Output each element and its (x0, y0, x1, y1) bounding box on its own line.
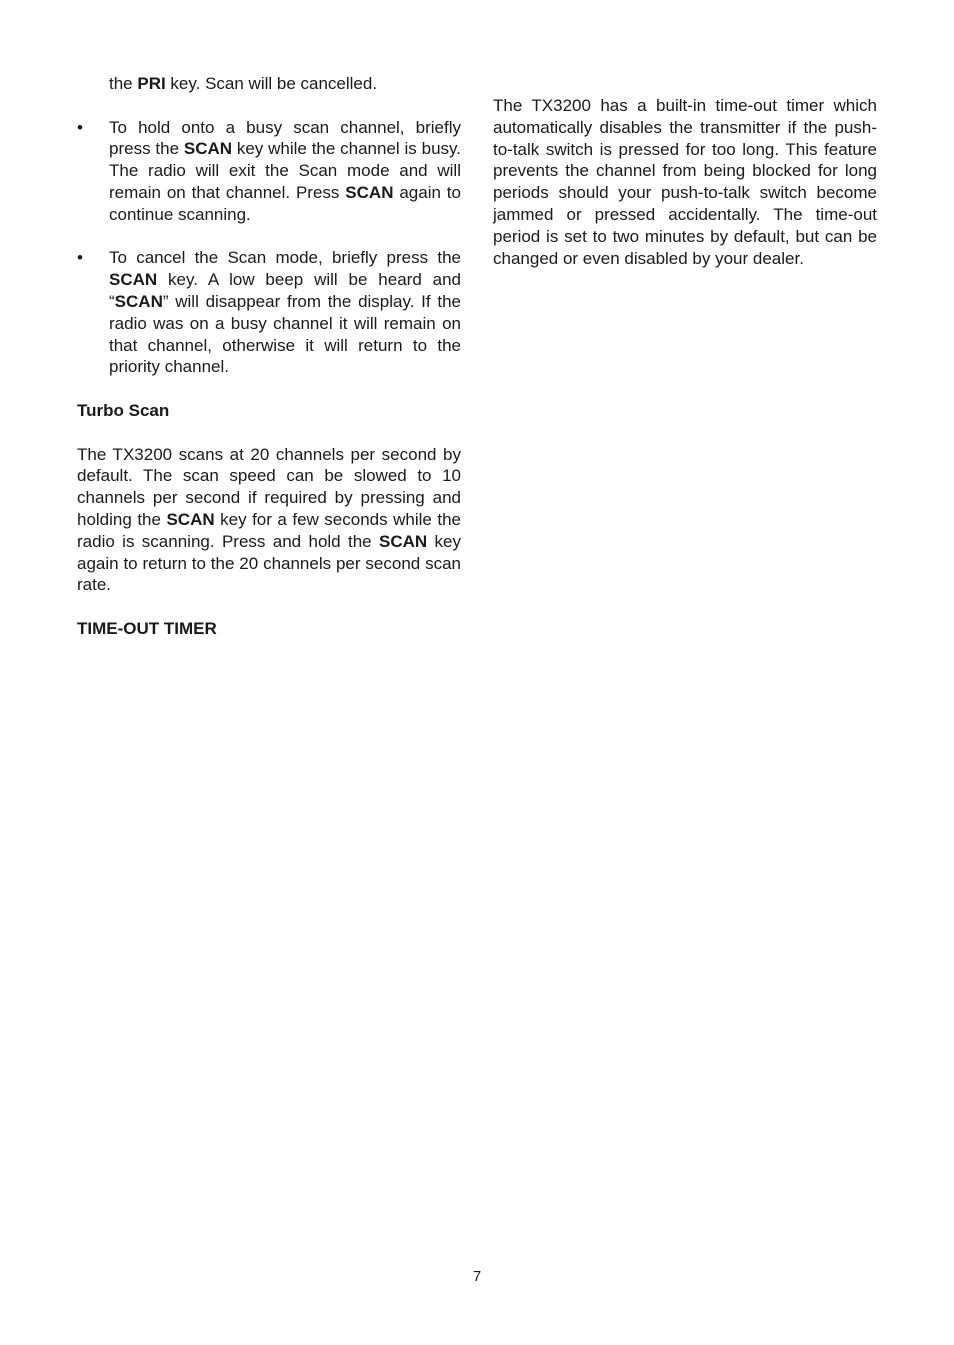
text-run: The TX3200 scans at 20 channels per second by default. The scan speed can be slowed to 10 channels per second if required by pressing and holding the (77, 444, 461, 529)
scan-key-label: SCAN (379, 531, 428, 551)
scan-key-label: SCAN (345, 182, 394, 202)
scan-key-label: SCAN (183, 139, 233, 159)
time-out-timer-paragraph: The TX3200 has a built-in time-out timer which automatically disables the transmitter if the push-to-talk switch is pressed for too long. This feature prevents the channel from being blocked for long periods should your push-to-talk switch become jammed or pressed accidentally. The time-out period is set to two minutes by default, but can be changed or even disabled by your dealer. (493, 96, 877, 268)
text-run: key. Scan will be cancelled. (165, 74, 378, 93)
scan-key-label: SCAN (109, 270, 158, 290)
scan-display-label: SCAN (114, 291, 163, 311)
text-run: key for a few seconds while the radio is scanning. Press and hold the (77, 509, 461, 551)
scan-cancel-continuation (109, 73, 461, 95)
text-run: To hold onto a busy scan channel, briefly press the (109, 117, 461, 159)
text-run: the (109, 74, 138, 93)
text-run: key again to return to the 20 channels per second scan rate. (77, 531, 461, 595)
turbo-scan-paragraph (77, 444, 461, 597)
left-column (77, 73, 461, 662)
bullet-cancel-scan-mode (77, 247, 461, 378)
bullet-icon: • (77, 117, 83, 137)
page-number: 7 (472, 1268, 482, 1285)
text-run: key while the channel is busy. The radio will exit the Scan mode and will remain on that channel. Press (109, 139, 461, 202)
text-run: To cancel the Scan mode, briefly press the (109, 248, 461, 268)
turbo-scan-heading: Turbo Scan (77, 400, 170, 420)
right-column (493, 95, 877, 291)
bullet-icon: • (77, 248, 83, 268)
scan-key-label: SCAN (166, 509, 215, 529)
text-run: key. A low beep will be heard and “ (109, 270, 461, 311)
bullet-hold-busy-channel (77, 117, 461, 226)
pri-key-label: PRI (137, 74, 166, 93)
time-out-timer-heading: TIME-OUT TIMER (77, 618, 217, 638)
text-run: again to continue scanning. (109, 182, 461, 224)
text-run: ” will disappear from the display. If the radio was on a busy channel it will remain on that channel, otherwise it will return to the priority channel. (109, 291, 461, 377)
